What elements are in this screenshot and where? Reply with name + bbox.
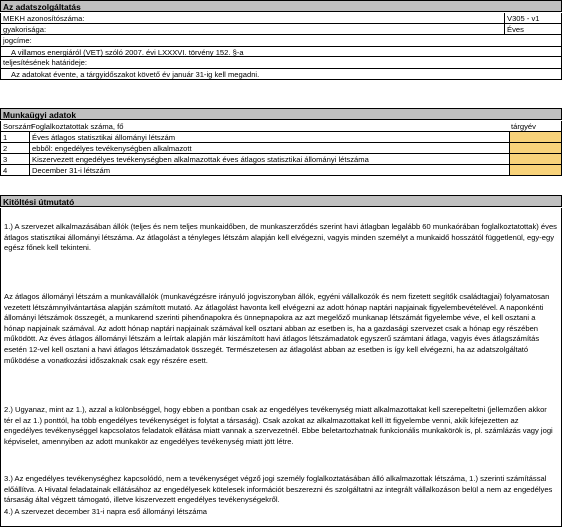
col-targyev: tárgyév (511, 122, 536, 131)
table-row (0, 132, 562, 143)
freq-row (0, 24, 562, 35)
freq-label: gyakorisága: (3, 25, 47, 34)
row-number: 2 (3, 144, 8, 153)
table-row (0, 154, 562, 165)
targyev-input-4[interactable] (509, 165, 561, 175)
table-row (0, 165, 562, 176)
row-label: December 31-i létszám (29, 165, 509, 175)
jogcime-value: A villamos energiáról (VET) szóló 2007. évi LXXXVI. törvény 152. §-a (11, 48, 244, 57)
mekh-label: MEKH azonosítószáma: (3, 14, 85, 23)
hatarido-label-row (0, 57, 562, 68)
row-label: Éves átlagos statisztikai állományi létszám (29, 132, 509, 142)
freq-value: Éves (504, 24, 561, 34)
jogcime-value-row (0, 46, 562, 57)
row-number: 4 (3, 166, 8, 175)
row-label: ebből: engedélyes tevékenységben alkalmazott (29, 143, 509, 153)
section-title-munkaugyi: Munkaügyi adatok (0, 108, 562, 120)
section-title-kitoltesi: Kitöltési útmutató (0, 195, 562, 207)
targyev-input-1[interactable] (509, 132, 561, 142)
mekh-value: V305 - v1 (504, 13, 561, 23)
instruction-p2: Az átlagos állományi létszám a munkavállalók (munkavégzésre irányuló jogviszonyban állók, egyéni vállalkozók és nem fizetett segítők családtagjai) folyamatosan vezetett létszámnyilvántartása alapján számított mutató. Az átlagolást havonta kell elvégezni az adott hónap naptári napjainak figyelembevételével. A naponkénti állományi létszámok összegét, a munkarend szerinti pihenőnapokra és ünnepnapokra az azt megelőző munkanap létszámát figyelembe véve, el kell osztani a hónap napjainak számával. Az adott hónap naptári napjainak számával kell osztani abban az esetben is, ha a gazdasági szervezet csak a hónap egy részében működött. Az éves átlagos állományi létszám a leírtak alapján már kiszámított havi átlagos létszámadatok egyszerű számtani átlaga, vagyis éves átlagszámítás esetén 12-vel kell osztani a havi átlagos létszámadatok összegét. Természetesen az átlagolást abban az esetben is így kell elvégezni, ha az adatszolgáltató működése a vonatkozási időszaknak csak egy részére esett. (4, 292, 550, 365)
hatarido-label: teljesítésének határideje: (3, 58, 88, 67)
col-sorszam: Sorszám (3, 122, 33, 131)
instruction-p5: 4.) A szervezet december 31-i napra eső állományi létszáma (4, 507, 208, 516)
instruction-p3: 2.) Ugyanaz, mint az 1.), azzal a különbséggel, hogy ebben a pontban csak az engedélyes tevékenység miatt alkalmazottakat kell szerepeltetni (jellemzően akkor tér el az 1.) ponttól, ha több engedélyes tevékenységet is folytat a társaság). Csak azokat az alkalmazottakat kell itt figyelembe venni, akik kifejezetten az engedélyes tevékenységgel kapcsolatos feladatok ellátása miatt vannak a szervezetnél. Ebbe beletartozhatnak funkcionális munkakörök is, pl. számlázás vagy jogi képviselet, amennyiben az adott munkakör az engedélyes tevékenység miatt jött létre. (4, 405, 553, 446)
row-number: 1 (3, 133, 8, 142)
munkaugyi-header-row (0, 121, 562, 132)
instruction-p4: 3.) Az engedélyes tevékenységhez kapcsolódó, nem a tevékenységet végző jogi személy foglalkoztatásában álló alkalmazottak létszáma, 1.) szerinti számítással előállítva. A Hivatal feladatainak ellátásához az engedélyesek kötelesek információt beszerezni és szolgáltatni az integrált vállalkozáson belül a nem az engedélyes társaság által végzett támogató, illetve kiszervezett engedélyes tevékenységekről. (4, 474, 553, 505)
instructions-box (0, 208, 562, 527)
jogcime-label-row (0, 35, 562, 46)
targyev-input-3[interactable] (509, 154, 561, 164)
jogcime-label: jogcíme: (3, 36, 32, 45)
targyev-input-2[interactable] (509, 143, 561, 153)
instruction-p1: 1.) A szervezet alkalmazásában állók (teljes és nem teljes munkaidőben, de munkaszerződés szerint havi átlagban legalább 60 munkaórában foglalkoztatottak) éves átlagos statisztikai állományi létszáma. Az átlagolást a tényleges létszám alapján kell elvégezni, vagyis minden személyt a munkaidő hosszától függetlenül, egy-egy egész főnek kell tekinteni. (4, 222, 557, 253)
row-number: 3 (3, 155, 8, 164)
section-title-adatszolgaltatas: Az adatszolgáltatás (0, 0, 562, 12)
col-foglalkoztatottak: Foglalkoztatottak száma, fő (31, 122, 124, 131)
row-label: Kiszervezett engedélyes tevékenységben alkalmazottak éves átlagos statisztikai állományi létszáma (29, 154, 509, 164)
table-row (0, 143, 562, 154)
hatarido-value-row (0, 68, 562, 80)
hatarido-value: Az adatokat évente, a tárgyidőszakot követő év január 31-ig kell megadni. (11, 70, 260, 79)
mekh-row (0, 13, 562, 24)
